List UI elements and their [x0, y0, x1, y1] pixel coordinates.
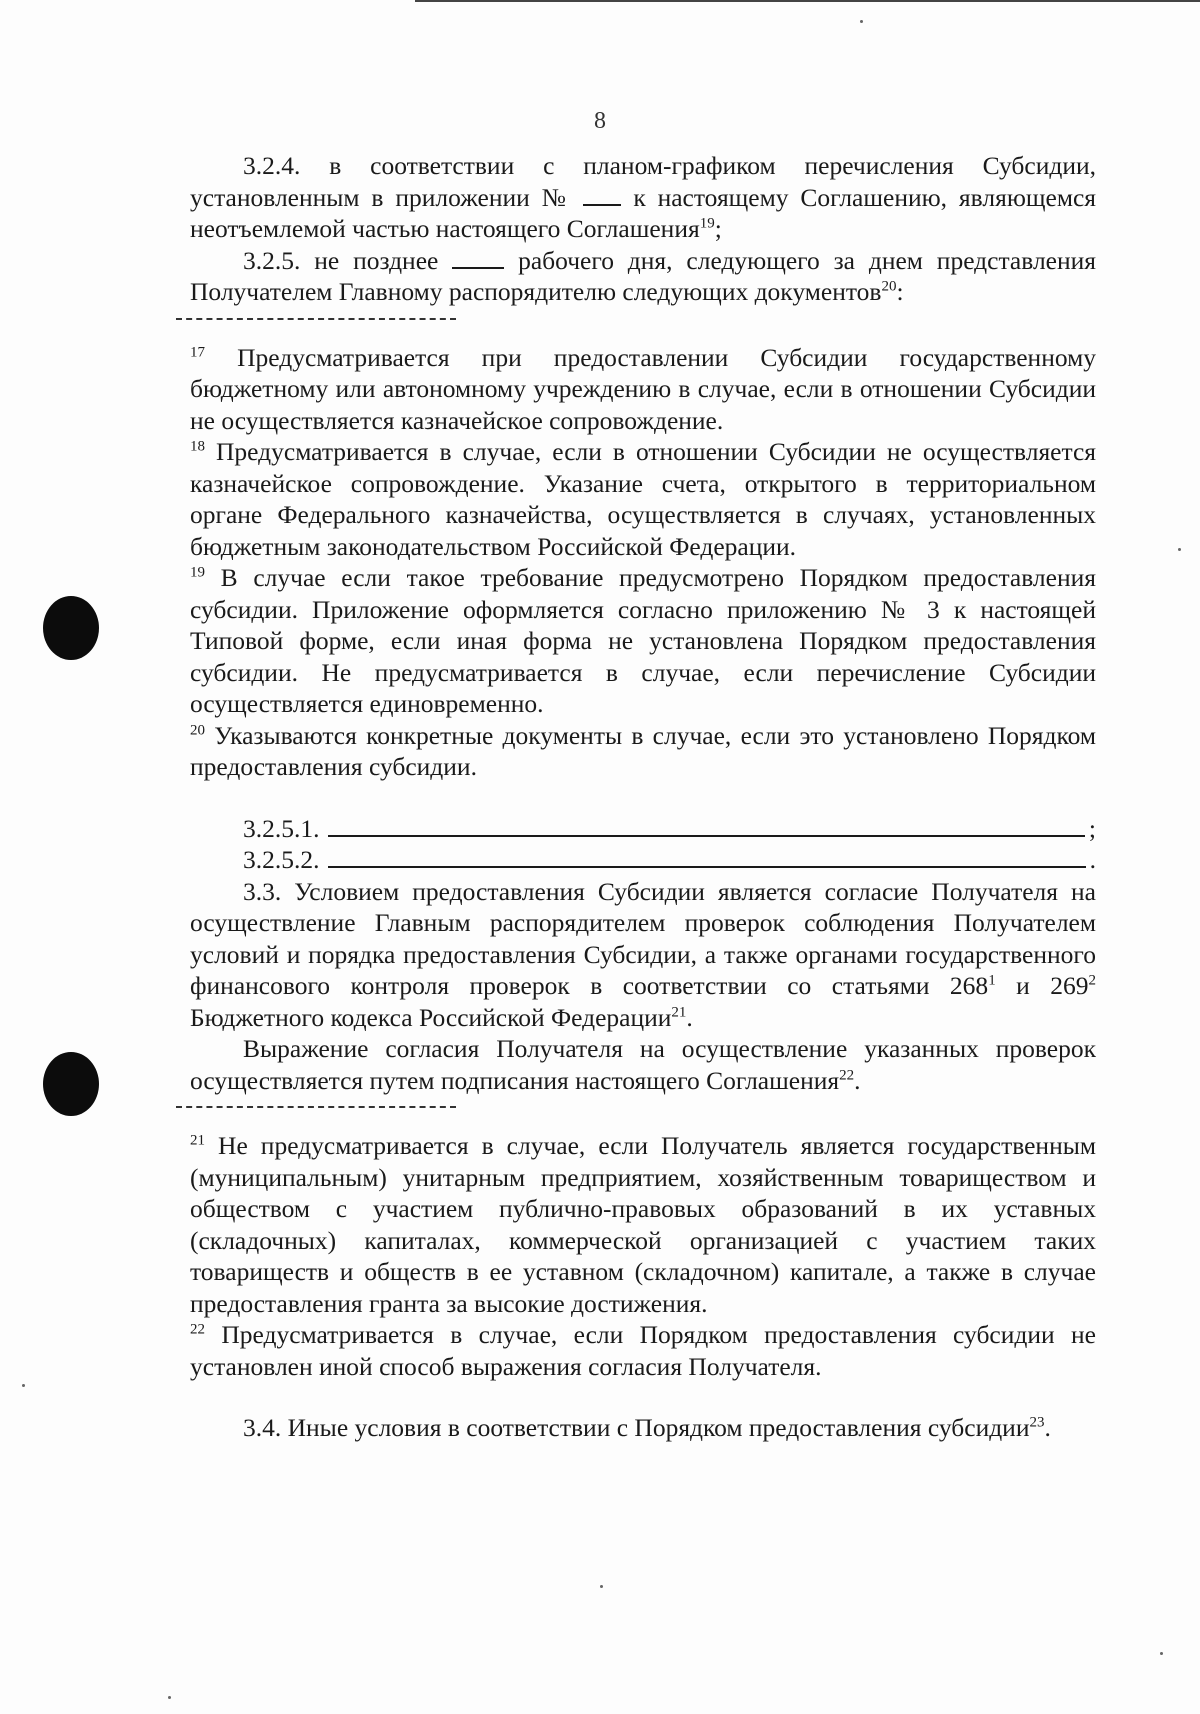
footnote-18: [190, 436, 1096, 562]
article-superscript: 1: [988, 972, 996, 989]
footnote-number: 19: [190, 564, 205, 581]
scan-speck: [168, 1696, 171, 1699]
clause-3-3-consent: [190, 1033, 1096, 1096]
page-number: 8: [594, 108, 606, 134]
punch-hole: [43, 1052, 99, 1116]
clause-text: рабочего дня, следующего за днем представления Получателем Главному распорядителю следующих документов: [190, 245, 1097, 306]
blank-field: [452, 245, 504, 269]
clause-text: .: [686, 1002, 693, 1032]
clause-text: Выражение согласия Получателя на осуществление указанных проверок осуществляется путем подписания настоящего Соглашения: [190, 1034, 1096, 1095]
footnote-20: [190, 720, 1096, 783]
footnote-19: [190, 562, 1096, 720]
footnote-ref: 23: [1029, 1414, 1045, 1431]
clause-3-3: [190, 876, 1096, 1034]
blank-field: [583, 182, 621, 206]
scan-speck: [1160, 1652, 1163, 1655]
clause-text: :: [896, 277, 904, 306]
document-body: [190, 150, 1096, 1444]
clause-text: .: [1044, 1413, 1051, 1442]
fill-in-line: [328, 866, 1086, 868]
footnote-17: [190, 342, 1096, 437]
footnote-ref: 20: [881, 278, 897, 295]
footnote-separator: [176, 318, 456, 320]
clause-text: .: [854, 1065, 861, 1095]
footnote-21: [190, 1130, 1096, 1319]
clause-3-2-5-1: [190, 813, 1096, 845]
clause-text: 3.2.4. в соответствии с планом-графиком перечисления Субсидии, установленным в приложении №: [190, 151, 1096, 212]
footnote-number: 18: [190, 438, 205, 455]
clause-3-2-5-2: [190, 844, 1096, 876]
footnote-22: [190, 1319, 1096, 1382]
footnotes-block-2: [190, 1130, 1096, 1382]
clause-text: 3.3. Условием предоставления Субсидии является согласие Получателя на осуществление Главным распорядителем проверок соблюдения Получателем условий и порядка предоставления Субсидии, а также органами государственного финансового контроля проверок в соответствии со статьями 268: [190, 876, 1096, 1000]
fill-in-line: [328, 835, 1085, 837]
footnote-ref: 21: [671, 1004, 687, 1020]
clause-3-2-5: [190, 245, 1096, 308]
footnote-text: В случае если такое требование предусмотрено Порядком предоставления субсидии. Приложение оформляется согласно приложению № 3 к настоящей Типовой форме, если иная форма не установлена Порядком предоставления субсидии. Не предусматривается в случае, если перечисление Субсидии осуществляется единовременно.: [190, 563, 1096, 718]
clause-3-2-4: [190, 150, 1096, 245]
clause-text: .: [1089, 845, 1096, 874]
clause-label: 3.2.5.2.: [243, 845, 320, 874]
spacer: [190, 1382, 1096, 1412]
footnote-separator: [176, 1106, 456, 1108]
article-superscript: 2: [1088, 972, 1096, 989]
footnote-ref: 22: [839, 1067, 855, 1083]
clause-text: к настоящему Соглашению, являющемся неотъемлемой частью настоящего Соглашения: [190, 182, 1097, 243]
clause-text: ;: [714, 214, 722, 243]
footnote-number: 17: [190, 344, 205, 360]
clause-text: 3.2.5. не позднее: [243, 245, 439, 275]
footnote-text: Предусматривается в случае, если Порядком предоставления субсидии не установлен иной способ выражения согласия Получателя.: [190, 1320, 1096, 1381]
footnote-text: Не предусматривается в случае, если Получатель является государственным (муниципальным) унитарным предприятием, хозяйственным товариществом и обществом с участием публично-правовых образований в их уставных (складочных) капиталах, коммерческой организацией с участием таких товариществ и обществ в ее уставном (складочном) капитале, а также в случае предоставления гранта за высокие достижения.: [190, 1131, 1096, 1318]
spacer: [190, 783, 1096, 813]
scan-speck: [1178, 548, 1181, 551]
clause-text: Бюджетного кодекса Российской Федерации: [190, 1002, 672, 1032]
footnote-text: Указываются конкретные документы в случае, если это установлено Порядком предоставления субсидии.: [190, 720, 1096, 781]
clause-text: и 269: [995, 971, 1089, 1000]
footnote-number: 20: [190, 722, 205, 738]
clause-text: 3.4. Иные условия в соответствии с Порядком предоставления субсидии: [243, 1413, 1030, 1442]
footnote-text: Предусматривается в случае, если в отношении Субсидии не осуществляется казначейское сопровождение. Указание счета, открытого в территориальном органе Федерального казначейства, осуществляется в случаях, установленных бюджетным законодательством Российской Федерации.: [190, 437, 1096, 561]
scan-speck: [22, 1384, 25, 1387]
footnote-number: 21: [190, 1132, 205, 1149]
clause-3-4: [190, 1412, 1096, 1444]
footnotes-block-1: [190, 342, 1096, 783]
scan-speck: [860, 20, 863, 23]
clause-text: ;: [1088, 813, 1096, 843]
punch-hole: [43, 596, 99, 660]
scan-speck: [600, 1585, 603, 1588]
footnote-ref: 19: [699, 215, 715, 232]
top-edge-rule: [415, 0, 1200, 2]
footnote-text: Предусматривается при предоставлении Субсидии государственному бюджетному или автономному учреждению в случае, если в отношении Субсидии не осуществляется казначейское сопровождение.: [190, 342, 1096, 435]
footnote-number: 22: [190, 1321, 205, 1338]
clause-label: 3.2.5.1.: [243, 813, 320, 843]
